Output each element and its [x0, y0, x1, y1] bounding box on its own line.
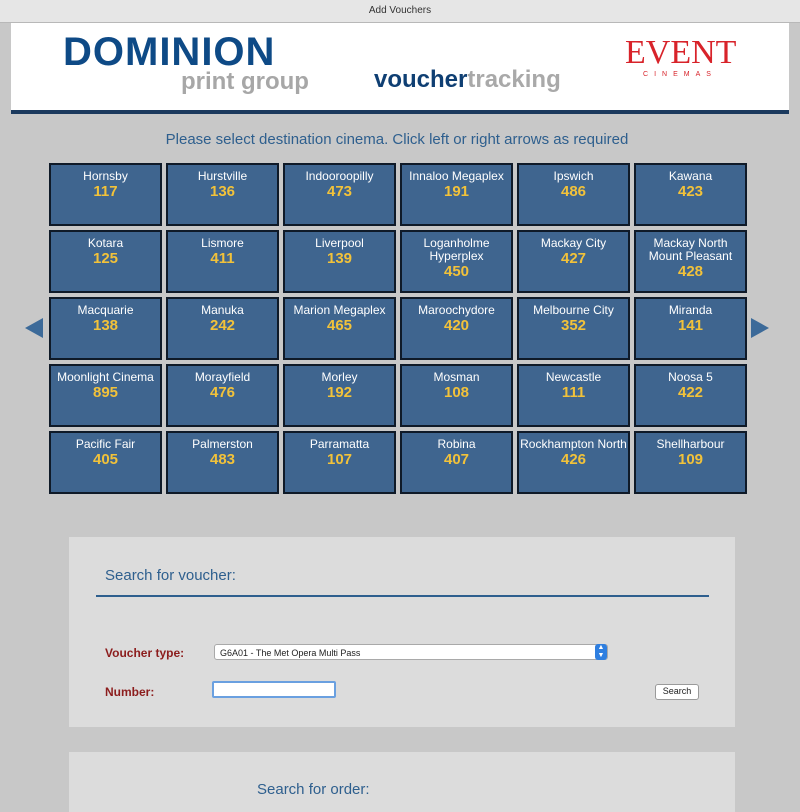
- previous-arrow-icon[interactable]: [25, 318, 43, 338]
- cinema-tile[interactable]: [400, 163, 513, 226]
- cinema-count: 476: [209, 384, 236, 401]
- cinema-tile[interactable]: [400, 230, 513, 293]
- voucher-search-panel: [69, 537, 735, 727]
- cinema-name: Shellharbour: [656, 437, 725, 451]
- voucher-type-value: G6A01 - The Met Opera Multi Pass: [220, 648, 361, 658]
- cinema-name: Hornsby: [83, 169, 128, 183]
- cinema-count: 411: [210, 250, 235, 267]
- cinema-name: Indooroopilly: [305, 169, 374, 183]
- cinema-count: 117: [93, 183, 118, 200]
- cinema-tile[interactable]: [166, 364, 279, 427]
- voucher-type-select[interactable]: [214, 644, 608, 660]
- voucher-search-title: Search for voucher:: [105, 567, 236, 584]
- cinema-tile[interactable]: [283, 230, 396, 293]
- cinema-count: 427: [560, 250, 587, 267]
- cinema-name: Kawana: [668, 169, 713, 183]
- cinema-count: 428: [677, 263, 704, 280]
- cinema-tile[interactable]: [49, 431, 162, 494]
- cinema-name: Pacific Fair: [75, 437, 136, 451]
- voucher-tracking-logo: [374, 66, 561, 94]
- tracking-logo-part: tracking: [467, 66, 561, 93]
- cinema-name: Morayfield: [194, 370, 251, 384]
- cinema-count: 423: [677, 183, 704, 200]
- window-title: Add Vouchers: [0, 0, 800, 23]
- cinema-name: Maroochydore: [418, 303, 495, 317]
- cinema-tile[interactable]: [517, 364, 630, 427]
- cinema-name: Mackay City: [540, 236, 607, 250]
- cinema-count: 136: [209, 183, 236, 200]
- cinema-tile[interactable]: [49, 230, 162, 293]
- order-search-title: Search for order:: [257, 781, 370, 798]
- cinema-name: Ipswich: [553, 169, 594, 183]
- cinema-name: Loganholme Hyperplex: [423, 236, 490, 263]
- cinema-name: Parramatta: [309, 437, 370, 451]
- cinema-count: 109: [677, 451, 704, 468]
- cinema-tile[interactable]: [634, 230, 747, 293]
- cinema-count: 139: [326, 250, 353, 267]
- cinema-tile[interactable]: [166, 230, 279, 293]
- print-group-logo-text: print group: [181, 68, 309, 95]
- cinema-name: Macquarie: [77, 303, 134, 317]
- cinema-count: 242: [209, 317, 236, 334]
- cinema-tile[interactable]: [400, 431, 513, 494]
- cinema-name: Robina: [437, 437, 476, 451]
- cinema-count: 483: [209, 451, 236, 468]
- cinema-tile[interactable]: [634, 297, 747, 360]
- cinema-count: 422: [677, 384, 704, 401]
- order-search-panel: [69, 752, 735, 812]
- divider: [96, 595, 709, 597]
- event-logo-text: EVENT: [625, 34, 737, 71]
- cinema-name: Manuka: [201, 303, 244, 317]
- cinema-count: 138: [92, 317, 119, 334]
- cinema-count: 895: [92, 384, 119, 401]
- cinema-tile[interactable]: [49, 163, 162, 226]
- cinema-count: 191: [443, 183, 470, 200]
- cinema-count: 107: [326, 451, 353, 468]
- cinema-name: Mackay North Mount Pleasant: [648, 236, 733, 263]
- voucher-type-label: Voucher type:: [105, 646, 185, 660]
- dominion-logo: DOMINION: [63, 30, 276, 74]
- cinema-count: 486: [560, 183, 587, 200]
- cinema-tile[interactable]: [517, 163, 630, 226]
- chevron-updown-icon[interactable]: ▲ ▼: [595, 644, 607, 660]
- cinema-name: Noosa 5: [668, 370, 713, 384]
- cinema-count: 141: [677, 317, 704, 334]
- cinema-tile[interactable]: [283, 163, 396, 226]
- cinema-name: Marion Megaplex: [293, 303, 386, 317]
- number-input[interactable]: [212, 681, 336, 698]
- cinema-name: Newcastle: [545, 370, 602, 384]
- cinema-name: Moonlight Cinema: [57, 370, 154, 384]
- cinema-name: Rockhampton North: [520, 437, 627, 451]
- instruction-text: Please select destination cinema. Click left or right arrows as required: [165, 131, 629, 148]
- number-label: Number:: [105, 685, 155, 699]
- cinema-grid: [49, 163, 747, 494]
- cinema-count: 111: [561, 384, 586, 401]
- cinema-count: 125: [92, 250, 119, 267]
- cinema-count: 426: [560, 451, 587, 468]
- cinema-count: 108: [443, 384, 470, 401]
- search-button[interactable]: Search: [655, 684, 699, 700]
- cinema-name: Hurstville: [197, 169, 248, 183]
- cinema-name: Kotara: [87, 236, 124, 250]
- cinema-tile[interactable]: [517, 230, 630, 293]
- cinema-count: 192: [326, 384, 353, 401]
- cinemas-logo-text: CINEMAS: [643, 71, 717, 78]
- cinema-tile[interactable]: [517, 297, 630, 360]
- cinema-tile[interactable]: [283, 297, 396, 360]
- cinema-count: 420: [443, 317, 470, 334]
- cinema-count: 465: [326, 317, 353, 334]
- cinema-tile[interactable]: [400, 364, 513, 427]
- cinema-tile[interactable]: [634, 364, 747, 427]
- cinema-tile[interactable]: [634, 431, 747, 494]
- cinema-tile[interactable]: [49, 297, 162, 360]
- cinema-tile[interactable]: [283, 431, 396, 494]
- cinema-tile[interactable]: [517, 431, 630, 494]
- cinema-tile[interactable]: [166, 163, 279, 226]
- cinema-count: 352: [560, 317, 587, 334]
- cinema-name: Liverpool: [315, 236, 364, 250]
- cinema-name: Morley: [321, 370, 358, 384]
- event-cinemas-logo: [625, 31, 735, 91]
- cinema-name: Melbourne City: [533, 303, 614, 317]
- cinema-tile[interactable]: [634, 163, 747, 226]
- cinema-name: Innaloo Megaplex: [409, 169, 504, 183]
- voucher-logo-part: voucher: [374, 66, 468, 93]
- cinema-count: 405: [92, 451, 119, 468]
- cinema-name: Palmerston: [192, 437, 253, 451]
- cinema-name: Mosman: [433, 370, 480, 384]
- cinema-count: 473: [326, 183, 353, 200]
- cinema-tile[interactable]: [49, 364, 162, 427]
- next-arrow-icon[interactable]: [751, 318, 769, 338]
- header-banner: [11, 23, 789, 114]
- cinema-name: Lismore: [201, 236, 244, 250]
- cinema-tile[interactable]: [166, 297, 279, 360]
- cinema-tile[interactable]: [400, 297, 513, 360]
- cinema-count: 407: [443, 451, 470, 468]
- cinema-tile[interactable]: [283, 364, 396, 427]
- cinema-tile[interactable]: [166, 431, 279, 494]
- cinema-count: 450: [443, 263, 470, 280]
- cinema-name: Miranda: [668, 303, 713, 317]
